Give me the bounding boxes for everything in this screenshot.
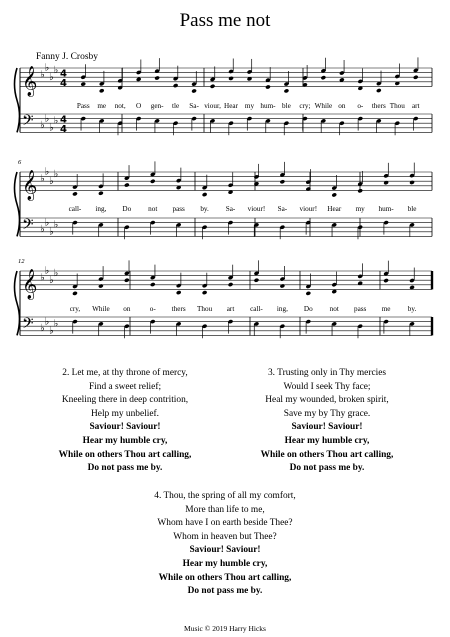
- flat-icon: ♭: [40, 69, 45, 81]
- note-head: [210, 84, 216, 89]
- flat-icon: ♭: [53, 169, 59, 180]
- lyric-syllable: ing,: [276, 305, 288, 313]
- flat-icon: ♭: [53, 115, 59, 127]
- lyric-syllable: Thou: [389, 102, 405, 110]
- stanza-line: Find a sweet relief;: [88, 381, 162, 392]
- flat-icon: ♭: [53, 318, 59, 330]
- stanza-3: [237, 367, 417, 476]
- lyric-syllable: viour!: [247, 205, 266, 213]
- lyric-syllable: hum-: [260, 102, 276, 110]
- lyric-syllable: ble: [282, 102, 291, 110]
- lyric-syllable: Pass: [76, 102, 90, 110]
- lyric-syllable: pass: [172, 205, 185, 213]
- time-signature-top: 4: [60, 68, 67, 80]
- flat-icon: ♭: [49, 71, 54, 83]
- page-title: Pass me not: [179, 10, 271, 31]
- stanza-line: Heal my wounded, broken spirit,: [265, 395, 389, 406]
- lyric-syllable: viour,: [204, 102, 221, 110]
- lyric-syllable: thers: [371, 102, 386, 110]
- lyric-syllable: by.: [407, 305, 417, 313]
- brace: [15, 172, 20, 236]
- refrain-line: Saviour! Saviour!: [89, 422, 161, 433]
- note-head: [228, 282, 234, 287]
- flat-icon: ♭: [44, 166, 50, 178]
- lyric-syllable: gen-: [150, 102, 164, 110]
- copyright-notice: Music © 2019 Harry Hicks: [184, 624, 266, 633]
- note-head: [254, 278, 260, 283]
- lyric-syllable: art: [411, 102, 420, 110]
- lyric-syllable: O: [136, 102, 142, 110]
- note-head: [150, 282, 156, 287]
- treble-clef-icon: 𝄞: [22, 66, 38, 97]
- bass-clef-icon: 𝄢: [22, 215, 34, 237]
- refrain-line: Saviour! Saviour!: [291, 422, 363, 433]
- brace: [15, 68, 20, 132]
- flat-icon: ♭: [49, 122, 54, 134]
- note-head: [98, 191, 104, 196]
- lyric-syllable: ble: [407, 205, 417, 213]
- lyric-syllable: on: [338, 102, 346, 110]
- lyric-syllable: my: [355, 205, 365, 213]
- note-head: [136, 77, 142, 82]
- lyric-syllable: thers: [171, 305, 186, 313]
- note-head: [154, 75, 160, 80]
- bass-clef-icon: 𝄢: [22, 314, 34, 336]
- flat-icon: ♭: [49, 325, 54, 337]
- lyric-syllable: Thou: [197, 305, 213, 313]
- lyric-syllable: Sa-: [277, 205, 288, 213]
- note-head: [98, 283, 104, 288]
- stanza-line: Would I seek Thy face;: [283, 381, 371, 392]
- lyric-syllable: ing,: [95, 205, 107, 213]
- flat-icon: ♭: [49, 274, 54, 286]
- stanza-line: Whom in heaven but Thee?: [173, 531, 277, 542]
- lyric-syllable: cry,: [69, 305, 81, 313]
- note-head: [191, 88, 197, 93]
- author-credit: Fanny J. Crosby: [36, 52, 99, 62]
- flat-icon: ♭: [40, 272, 45, 284]
- treble-clef-icon: 𝄞: [22, 269, 38, 300]
- note-head: [228, 76, 234, 81]
- lyric-syllable: cry;: [299, 102, 311, 110]
- note-head: [383, 278, 389, 283]
- time-signature-top: 4: [60, 114, 67, 126]
- refrain-line: Hear my humble cry,: [284, 435, 370, 446]
- stanza-line: 2. Let me, at thy throne of mercy,: [62, 368, 188, 378]
- flat-icon: ♭: [40, 224, 45, 236]
- note-head: [124, 278, 130, 283]
- flat-icon: ♭: [44, 217, 50, 229]
- flat-icon: ♭: [49, 175, 54, 187]
- stanza-line: Save my by Thy grace.: [283, 408, 371, 419]
- note-head: [305, 291, 311, 296]
- stanza-2: [40, 367, 210, 476]
- lyric-syllable: not: [329, 305, 339, 313]
- flat-icon: ♭: [40, 323, 45, 335]
- stanza-line: 4. Thou, the spring of all my comfort,: [154, 491, 296, 501]
- note-head: [72, 191, 78, 196]
- note-head: [357, 188, 363, 193]
- note-head: [280, 283, 286, 288]
- stanza-line: Kneeling there in deep contrition,: [61, 395, 189, 406]
- note-head: [284, 88, 290, 93]
- lyric-syllable: art: [226, 305, 235, 313]
- lyric-syllable: Hear: [327, 205, 342, 213]
- note-head: [124, 183, 130, 188]
- lyric-syllable: Do: [303, 305, 313, 313]
- lyric-syllable: viour!: [299, 205, 318, 213]
- lyric-syllable: tle: [172, 102, 180, 110]
- refrain-line: While on others Thou art calling,: [58, 449, 192, 460]
- refrain-line: Do not pass me by.: [187, 586, 263, 597]
- time-signature-bottom: 4: [60, 77, 67, 89]
- lyric-syllable: While: [314, 102, 333, 110]
- lyric-syllable: o-: [357, 102, 364, 110]
- lyric-syllable: on: [123, 305, 131, 313]
- lyric-syllable: o-: [149, 305, 156, 313]
- treble-clef-icon: 𝄞: [22, 170, 38, 201]
- refrain-line: Hear my humble cry,: [82, 435, 168, 446]
- refrain-line: Do not pass me by.: [289, 463, 365, 474]
- flat-icon: ♭: [44, 265, 50, 277]
- stanza-4: [120, 490, 330, 599]
- note-head: [80, 82, 86, 87]
- lyric-syllable: Sa-: [225, 205, 236, 213]
- refrain-line: Hear my humble cry,: [182, 558, 268, 569]
- note-head: [72, 291, 78, 296]
- note-head: [376, 88, 382, 93]
- flat-icon: ♭: [53, 219, 59, 231]
- note-head: [202, 290, 208, 295]
- refrain-line: Saviour! Saviour!: [189, 545, 261, 556]
- note-head: [331, 192, 337, 197]
- lyric-syllable: pass: [353, 305, 367, 313]
- note-head: [409, 180, 415, 185]
- lyric-syllable: call-: [250, 305, 263, 313]
- note-head: [265, 84, 271, 89]
- note-head: [173, 83, 179, 88]
- flat-icon: ♭: [44, 62, 50, 74]
- stanza-line: More than life to me,: [185, 504, 265, 515]
- flat-icon: ♭: [53, 65, 59, 76]
- stanza-line: Help my unbelief.: [91, 408, 159, 419]
- refrain-line: While on others Thou art calling,: [260, 449, 394, 460]
- measure-number: 12: [18, 258, 25, 265]
- flat-icon: ♭: [49, 226, 54, 238]
- brace: [15, 271, 20, 335]
- time-signature-bottom: 4: [60, 123, 67, 135]
- lyric-syllable: hum-: [378, 205, 394, 213]
- note-head: [331, 289, 337, 294]
- note-head: [280, 179, 286, 184]
- lyric-syllable: call-: [68, 205, 82, 213]
- lyric-syllable: Do: [122, 205, 132, 213]
- bass-clef-icon: 𝄢: [22, 111, 34, 133]
- lyric-syllable: Sa-: [189, 102, 199, 110]
- flat-icon: ♭: [40, 120, 45, 132]
- note-head: [99, 88, 105, 93]
- stanza-line: 3. Trusting only in Thy mercies: [267, 368, 387, 378]
- flat-icon: ♭: [53, 268, 59, 279]
- note-head: [321, 75, 327, 80]
- stanza-line: Whom have I on earth beside Thee?: [157, 518, 293, 529]
- note-head: [150, 179, 156, 184]
- measure-number: 6: [18, 159, 22, 166]
- lyric-syllable: While: [92, 305, 110, 313]
- lyric-syllable: Hear: [224, 102, 239, 110]
- flat-icon: ♭: [44, 113, 50, 125]
- lyric-syllable: by.: [200, 205, 209, 213]
- lyric-syllable: me: [97, 102, 107, 110]
- refrain-line: Do not pass me by.: [87, 463, 163, 474]
- lyric-syllable: me: [381, 305, 391, 313]
- lyric-syllable: my: [244, 102, 255, 110]
- refrain-line: While on others Thou art calling,: [158, 572, 292, 583]
- lyric-syllable: not,: [114, 102, 126, 110]
- flat-icon: ♭: [44, 316, 50, 328]
- note-head: [202, 192, 208, 197]
- flat-icon: ♭: [40, 173, 45, 185]
- lyric-syllable: not: [148, 205, 158, 213]
- note-head: [176, 290, 182, 295]
- note-head: [413, 75, 419, 80]
